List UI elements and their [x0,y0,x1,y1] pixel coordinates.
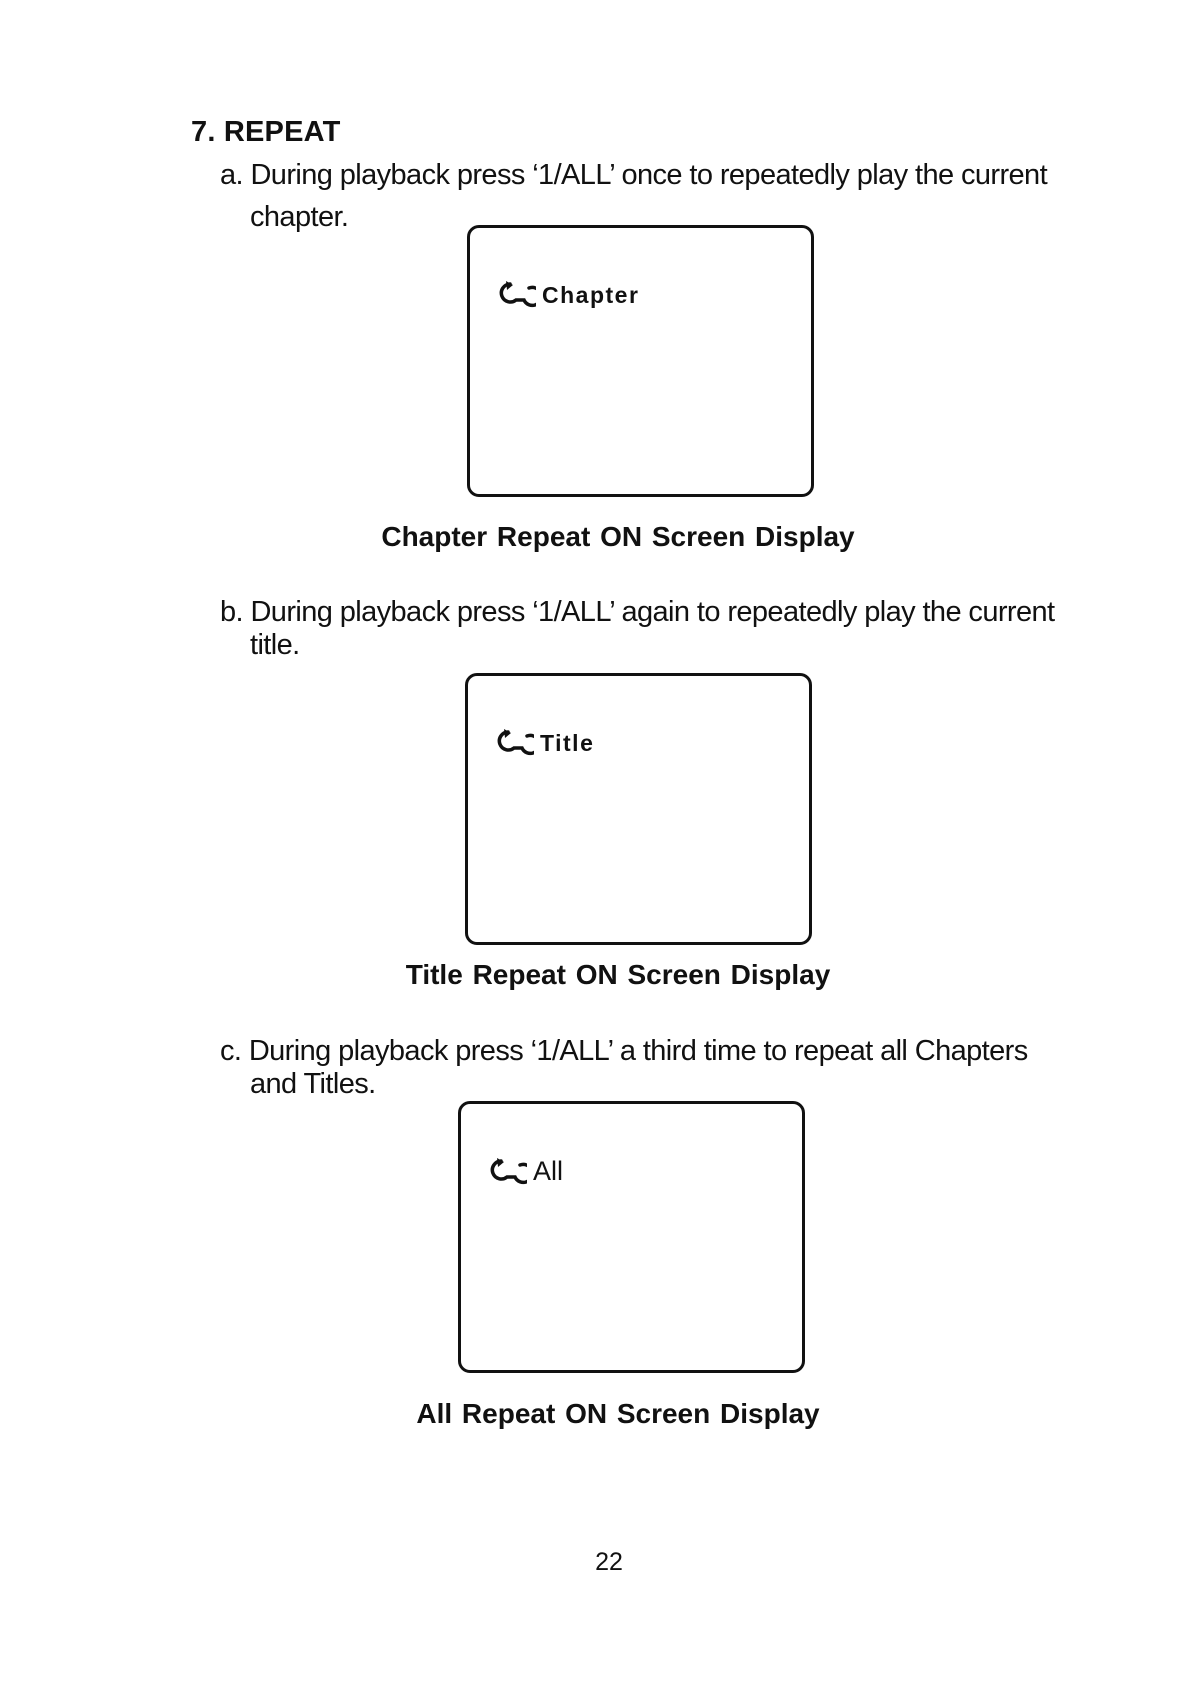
title-repeat-screen [465,673,812,945]
all-repeat-caption: All Repeat ON Screen Display [416,1398,820,1429]
repeat-icon [487,1157,527,1187]
step-b-instruction [220,596,1090,662]
page-number: 22 [595,1548,623,1576]
step-c-line-1: c. During playback press ‘1/ALL’ a third time to repeat all Chapters [220,1035,1028,1067]
step-a-line-2: chapter. [250,201,349,233]
step-a-line-1: a. During playback press ‘1/ALL’ once to repeatedly play the current [220,159,1048,191]
step-b-line-2: title. [250,629,300,661]
repeat-icon [496,280,536,310]
chapter-repeat-screen [467,225,814,497]
osd-all-label: All [533,1156,564,1186]
osd-title-label: Title [540,729,595,756]
chapter-repeat-osd [496,280,639,310]
step-c-instruction [220,1035,1090,1101]
title-repeat-caption: Title Repeat ON Screen Display [405,959,831,990]
step-b-line-1: b. During playback press ‘1/ALL’ again to repeatedly play the current [220,596,1055,628]
step-c-line-2: and Titles. [250,1068,376,1100]
repeat-icon [494,728,534,758]
chapter-repeat-caption: Chapter Repeat ON Screen Display [381,521,855,552]
osd-chapter-label: Chapter [542,281,640,308]
all-repeat-osd [487,1156,563,1187]
section-heading: 7. REPEAT [191,116,341,148]
title-repeat-osd [494,728,594,758]
all-repeat-screen [458,1101,805,1373]
